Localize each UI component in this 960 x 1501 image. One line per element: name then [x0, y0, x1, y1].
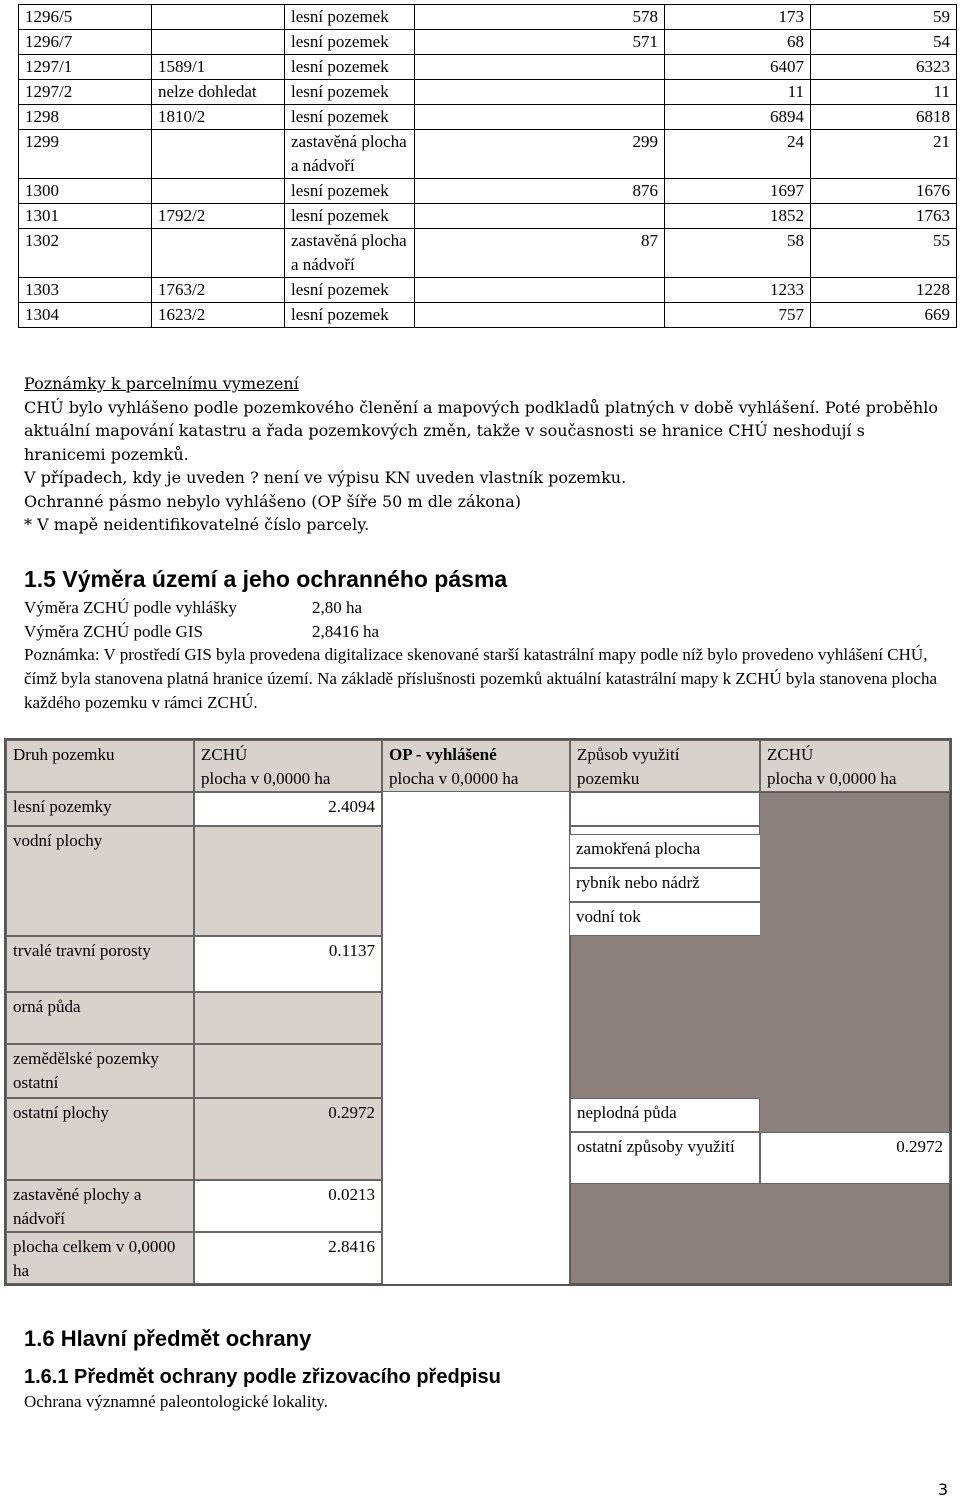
table-cell-b: 68 — [665, 30, 811, 55]
table-cell-pk: 1810/2 — [152, 105, 285, 130]
parcel-notes — [24, 372, 944, 537]
header-zpusob-label: Způsob využití — [577, 745, 680, 764]
page-number: 3 — [937, 1480, 948, 1499]
row-lesni-value: 2.4094 — [194, 792, 382, 826]
header-druh-label: Druh pozemku — [13, 745, 115, 764]
usage-ostatni-zpusoby: ostatní způsoby využití — [570, 1132, 760, 1184]
table-cell-type: lesní pozemek — [285, 179, 415, 204]
section-heading-1-6: 1.6 Hlavní předmět ochrany — [24, 1326, 312, 1351]
table-cell-a — [415, 278, 665, 303]
header-zchu-label: ZCHÚ — [201, 745, 248, 764]
table-cell-kn: 1297/2 — [19, 80, 152, 105]
table-cell-b: 24 — [665, 130, 811, 179]
usage-vodni-tok: vodní tok — [570, 902, 760, 936]
table-cell-b: 757 — [665, 303, 811, 328]
table-cell-pk — [152, 229, 285, 278]
table-cell-type: lesní pozemek — [285, 278, 415, 303]
notes-line: V případech, kdy je uveden ? není ve výpisu KN uveden vlastník pozemku. — [24, 468, 627, 487]
row-zastavene-label: zastavěné plochy a nádvoří — [6, 1180, 194, 1232]
row-vodni-label: vodní plochy — [6, 826, 194, 936]
table-cell-pk: 1589/1 — [152, 55, 285, 80]
table-cell-c: 59 — [811, 5, 957, 30]
table-cell-a: 87 — [415, 229, 665, 278]
table-cell-pk: 1623/2 — [152, 303, 285, 328]
area-gis-label: Výměra ZCHÚ podle GIS — [24, 622, 203, 641]
usage-rybnik: rybník nebo nádrž — [570, 868, 760, 902]
table-cell-type: lesní pozemek — [285, 30, 415, 55]
header-zchu2-sub: plocha v 0,0000 ha — [767, 769, 897, 788]
table-cell-pk — [152, 130, 285, 179]
row-orna-label: orná půda — [6, 992, 194, 1044]
table-cell-type: lesní pozemek — [285, 204, 415, 229]
table-cell-b: 58 — [665, 229, 811, 278]
area-decree-label: Výměra ZCHÚ podle vyhlášky — [24, 598, 237, 617]
header-zchu-sub: plocha v 0,0000 ha — [201, 769, 331, 788]
table-cell-a — [415, 80, 665, 105]
area-table-frame — [4, 738, 952, 1286]
row-ttp-value: 0.1137 — [194, 936, 382, 992]
notes-line: CHÚ bylo vyhlášeno podle pozemkového členění a mapových podkladů platných v době vyhlášení. Poté proběhlo aktuální mapování katastru a řada pozemkových změn, takže v současnosti se hranice CHÚ neshodují s hranicemi pozemků. — [24, 397, 938, 464]
table-cell-pk — [152, 179, 285, 204]
table-cell-a: 299 — [415, 130, 665, 179]
area-gis-value: 2,8416 ha — [312, 622, 380, 641]
table-row — [19, 278, 957, 303]
table-cell-kn: 1296/5 — [19, 5, 152, 30]
table-row — [19, 30, 957, 55]
table-row — [19, 204, 957, 229]
area-table — [4, 738, 952, 1286]
table-cell-type: lesní pozemek — [285, 105, 415, 130]
table-row — [19, 303, 957, 328]
table-cell-b: 1233 — [665, 278, 811, 303]
table-cell-a: 876 — [415, 179, 665, 204]
table-cell-c: 669 — [811, 303, 957, 328]
table-cell-pk: 1792/2 — [152, 204, 285, 229]
notes-heading: Poznámky k parcelnímu vymezení — [24, 374, 299, 393]
area-decree-value: 2,80 ha — [312, 598, 363, 617]
table-row — [19, 5, 957, 30]
table-cell-b: 1697 — [665, 179, 811, 204]
section-heading-1-5: 1.5 Výměra území a jeho ochranného pásma — [24, 566, 508, 592]
table-cell-kn: 1304 — [19, 303, 152, 328]
table-cell-a — [415, 55, 665, 80]
table-cell-c: 6323 — [811, 55, 957, 80]
table-cell-type: lesní pozemek — [285, 5, 415, 30]
table-cell-c: 54 — [811, 30, 957, 55]
row-ostatni-value: 0.2972 — [194, 1098, 382, 1180]
table-row — [19, 55, 957, 80]
table-row — [19, 105, 957, 130]
area-note: Poznámka: V prostředí GIS byla provedena digitalizace skenované starší katastrální mapy podle níž bylo provedeno vyhlášení CHÚ, čímž byla stanovena platná hranice území. Na základě příslušnosti pozemků aktuální katastrální mapy k ZCHÚ byla stanovena plocha každého pozemku v rámci ZCHÚ. — [24, 645, 937, 712]
header-zchu2-label: ZCHÚ — [767, 745, 814, 764]
table-cell-pk — [152, 30, 285, 55]
header-op-sub: plocha v 0,0000 ha — [389, 769, 519, 788]
table-cell-type: zastavěná plocha a nádvoří — [285, 130, 415, 179]
table-row — [19, 229, 957, 278]
row-lesni-label: lesní pozemky — [6, 792, 194, 826]
table-cell-b: 173 — [665, 5, 811, 30]
table-cell-b: 1852 — [665, 204, 811, 229]
area-gis — [24, 620, 380, 644]
table-cell-kn: 1296/7 — [19, 30, 152, 55]
table-cell-pk — [152, 5, 285, 30]
table-cell-b: 11 — [665, 80, 811, 105]
usage-neplodna: neplodná půda — [570, 1098, 760, 1132]
header-zpusob-sub: pozemku — [577, 769, 640, 788]
table-cell-b: 6894 — [665, 105, 811, 130]
table-cell-type: lesní pozemek — [285, 303, 415, 328]
table-cell-kn: 1298 — [19, 105, 152, 130]
table-cell-kn: 1297/1 — [19, 55, 152, 80]
table-cell-c: 1676 — [811, 179, 957, 204]
table-cell-kn: 1299 — [19, 130, 152, 179]
table-row — [19, 80, 957, 105]
table-cell-c: 6818 — [811, 105, 957, 130]
table-cell-c: 11 — [811, 80, 957, 105]
section-heading-1-6-1: 1.6.1 Předmět ochrany podle zřizovacího předpisu — [24, 1366, 501, 1388]
notes-line: Ochranné pásmo nebylo vyhlášeno (OP šíře 50 m dle zákona) — [24, 491, 521, 511]
table-cell-a: 571 — [415, 30, 665, 55]
row-celkem-label: plocha celkem v 0,0000 ha — [6, 1232, 194, 1284]
table-cell-c: 21 — [811, 130, 957, 179]
usage-zamokrena: zamokřená plocha — [570, 834, 760, 868]
section-1-6-1-text: Ochrana významné paleontologické lokality. — [24, 1392, 328, 1411]
row-zemedelske-label: zemědělské pozemky ostatní — [6, 1044, 194, 1098]
table-cell-pk: nelze dohledat — [152, 80, 285, 105]
table-cell-type: lesní pozemek — [285, 80, 415, 105]
table-cell-b: 6407 — [665, 55, 811, 80]
table-cell-c: 1228 — [811, 278, 957, 303]
table-cell-a — [415, 204, 665, 229]
parcel-table — [18, 4, 957, 328]
row-ostatni-label: ostatní plochy — [6, 1098, 194, 1180]
row-zastavene-value: 0.0213 — [194, 1180, 382, 1232]
table-cell-type: lesní pozemek — [285, 55, 415, 80]
table-cell-kn: 1302 — [19, 229, 152, 278]
table-cell-a — [415, 303, 665, 328]
table-cell-kn: 1300 — [19, 179, 152, 204]
row-ttp-label: trvalé travní porosty — [6, 936, 194, 992]
table-cell-kn: 1301 — [19, 204, 152, 229]
table-cell-a — [415, 105, 665, 130]
usage-ostatni-zpusoby-value: 0.2972 — [760, 1132, 950, 1184]
table-cell-pk: 1763/2 — [152, 278, 285, 303]
row-celkem-value: 2.8416 — [194, 1232, 382, 1284]
table-cell-kn: 1303 — [19, 278, 152, 303]
area-decree — [24, 596, 363, 620]
table-cell-c: 55 — [811, 229, 957, 278]
table-cell-a: 578 — [415, 5, 665, 30]
header-op-label: OP - vyhlášené — [389, 745, 497, 764]
table-cell-type: zastavěná plocha a nádvoří — [285, 229, 415, 278]
table-row — [19, 179, 957, 204]
table-row — [19, 130, 957, 179]
notes-line: * V mapě neidentifikovatelné číslo parcely. — [24, 515, 370, 534]
table-cell-c: 1763 — [811, 204, 957, 229]
